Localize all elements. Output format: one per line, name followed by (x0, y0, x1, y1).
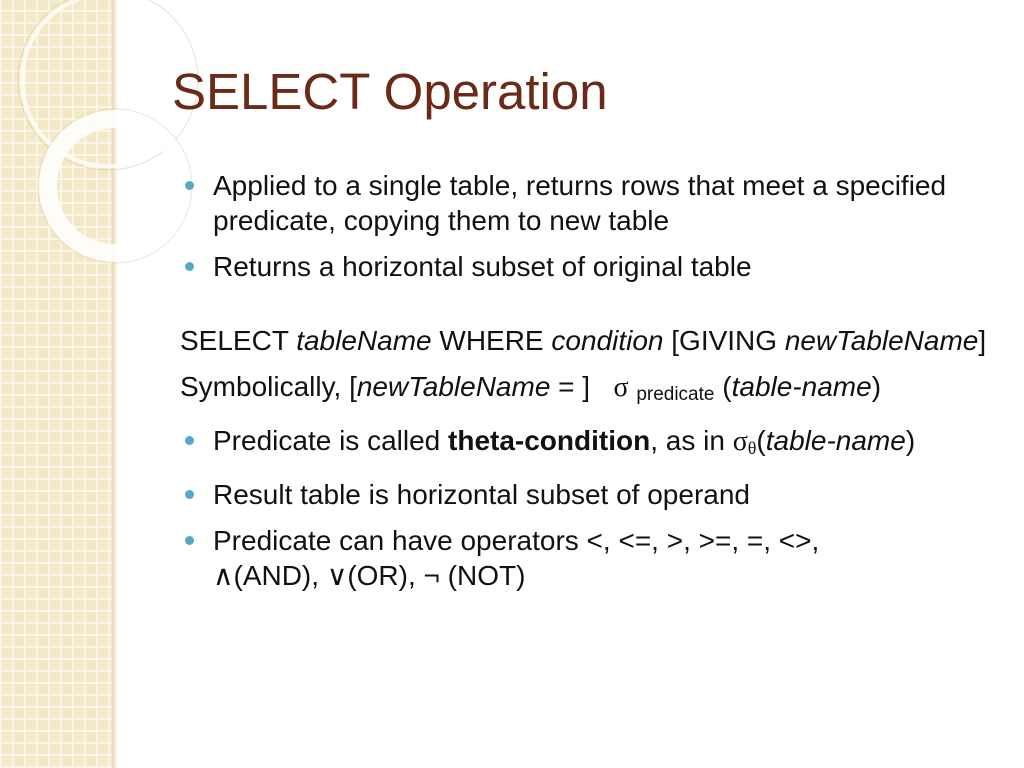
operators-line-1: Predicate can have operators <, <=, >, >=, =, <>, (213, 525, 820, 556)
bullet-result-subset (180, 477, 990, 512)
giving-keyword: [GIVING (663, 325, 785, 356)
bullet-horizontal-subset (180, 249, 990, 284)
bullet-dot (185, 262, 194, 271)
slide-title: SELECT Operation (172, 63, 608, 120)
bullet-mid: , as in (650, 425, 733, 456)
table-name-term: tableName (296, 325, 432, 356)
table-name-term: table-name (765, 425, 906, 456)
symbolic-prefix: Symbolically, [ (180, 371, 357, 402)
symbolic-notation-line (180, 369, 990, 412)
select-syntax-line (180, 323, 990, 358)
sigma-symbol: σ (613, 372, 629, 403)
open-paren: ( (714, 371, 732, 402)
new-table-name-term: newTableName (356, 371, 551, 402)
theta-condition-term: theta-condition (448, 425, 651, 456)
sigma-symbol: σ (732, 426, 748, 457)
bullet-dot (185, 490, 194, 499)
equals-bracket: = ] (550, 371, 591, 402)
close-paren: ) (871, 371, 882, 402)
open-paren: ( (756, 425, 766, 456)
bullet-dot (185, 536, 194, 545)
bullet-dot (185, 436, 194, 445)
table-name-term: table-name (731, 371, 872, 402)
slide-body (180, 168, 990, 604)
where-keyword: WHERE (431, 325, 552, 356)
bullet-theta-condition (180, 423, 990, 466)
bullet-applied-to-table (180, 168, 990, 238)
operators-line-2: ∧(AND), ∨(OR), ¬ (NOT) (213, 560, 526, 591)
bullet-prefix: Predicate is called (213, 425, 449, 456)
bullet-text: Returns a horizontal subset of original table (213, 251, 752, 282)
predicate-subscript: predicate (636, 384, 715, 405)
bullet-operators (180, 523, 990, 593)
bullet-text: Result table is horizontal subset of operand (213, 479, 750, 510)
new-table-name-term: newTableName (784, 325, 979, 356)
bullet-dot (185, 181, 194, 190)
closing-bracket: ] (978, 325, 987, 356)
decorative-circles (0, 0, 200, 300)
theta-subscript: θ (747, 438, 757, 458)
bullet-text: Applied to a single table, returns rows that meet a specified predicate, copying them to new table (213, 170, 947, 236)
select-keyword: SELECT (180, 325, 297, 356)
close-paren: ) (905, 425, 916, 456)
condition-term: condition (551, 325, 664, 356)
